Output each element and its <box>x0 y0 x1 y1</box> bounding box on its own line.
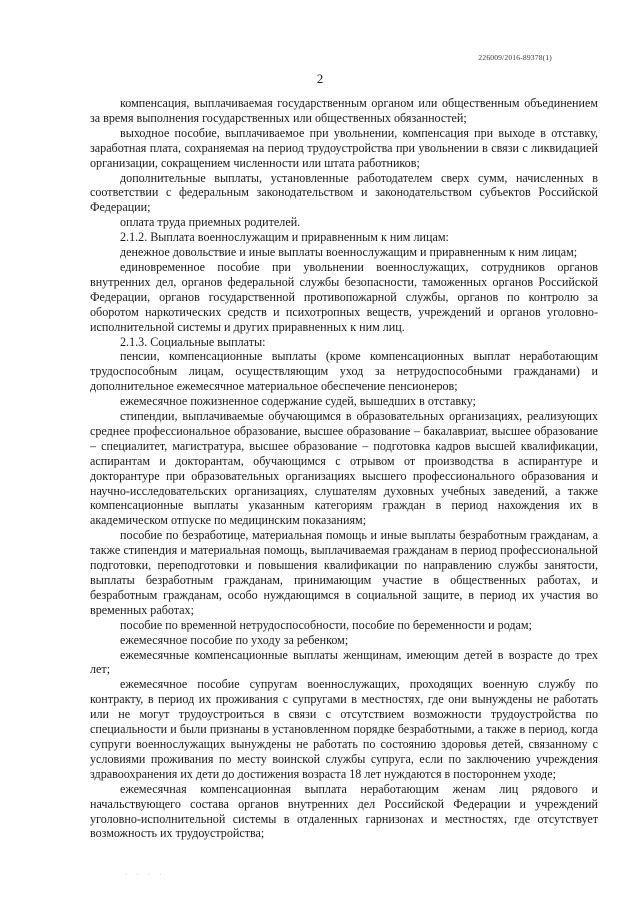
page-number: 2 <box>316 71 324 86</box>
paragraph: пособие по временной нетрудоспособности, пособие по беременности и родам; <box>120 617 532 632</box>
paragraph: компенсация, выплачиваемая государственным органом или общественным объединением за время выполнения государственных или общественных обязанностей; <box>90 96 598 125</box>
paragraph: стипендии, выплачиваемые обучающимся в образовательных организациях, реализующих среднее профессиональное образование, высшее образование – бакалавриат, высшее образование – специалитет, магистратура, высшее образование – подготовка кадров высшей квалификации, аспирантам и докторантам, обучающимся с отрывом от производства в аспирантуре и докторантуре при образовательных организациях высшего профессионального образования и научно-исследовательских организациях, слушателям духовных учебных заведений, а также компенсационные выплаты указанным категориям граждан в период нахождения их в академическом отпуске по медицинским показаниям; <box>90 409 598 528</box>
scan-artifact: · · · · <box>125 872 166 878</box>
paragraph: ежемесячное пожизненное содержание судей, вышедших в отставку; <box>120 394 476 409</box>
paragraph: дополнительные выплаты, установленные работодателем сверх сумм, начисленных в соответствии с федеральным законодательством и законодательством субъектов Российской Федерации; <box>90 170 598 215</box>
paragraph: пенсии, компенсационные выплаты (кроме компенсационных выплат неработающим трудоспособным лицам, осуществляющим уход за нетрудоспособными гражданами) и дополнительное ежемесячное материальное обеспечение пенсионеров; <box>90 349 598 394</box>
paragraph: пособие по безработице, материальная помощь и иные выплаты безработным гражданам, а также стипендия и материальная помощь, выплачиваемая гражданам в период профессиональной подготовки, переподготовки и повышения квалификации по направлению службы занятости, выплаты безработным гражданам, принимающим участие в общественных работах, и безработным гражданам, особо нуждающимся в социальной защите, в период их участия во временных работах; <box>90 528 598 617</box>
section-heading: 2.1.2. Выплата военнослужащим и приравненным к ним лицам: <box>120 230 449 245</box>
paragraph: ежемесячные компенсационные выплаты женщинам, имеющим детей в возрасте до трех лет; <box>90 647 598 677</box>
document-id: 226009/2016-89378(1) <box>478 53 552 62</box>
paragraph: ежемесячная компенсационная выплата неработающим женам лиц рядового и начальствующего состава органов внутренних дел Российской Федерации и учреждений уголовно-исполнительной системы в отдаленных гарнизонах и местностях, где отсутствует возможность их трудоустройства; <box>90 781 598 841</box>
paragraph: единовременное пособие при увольнении военнослужащих, сотрудников органов внутренних дел, органов федеральной службы безопасности, таможенных органов Российской Федерации, органов государственной противопожарной службы, органов по контролю за оборотом наркотических средств и психотропных веществ, учреждений и органов уголовно-исполнительной системы и других приравненных к ним лиц. <box>90 259 598 334</box>
paragraph: ежемесячное пособие по уходу за ребенком; <box>120 632 349 647</box>
section-heading: 2.1.3. Социальные выплаты: <box>120 334 266 349</box>
paragraph: денежное довольствие и иные выплаты военнослужащим и приравненным к ним лицам; <box>120 245 578 260</box>
paragraph: выходное пособие, выплачиваемое при увольнении, компенсация при выходе в отставку, заработная плата, сохраняемая на период трудоустройства при увольнении в связи с ликвидацией организации, сокращением численности или штата работников; <box>90 125 598 170</box>
paragraph: оплата труда приемных родителей. <box>120 215 301 230</box>
paragraph: ежемесячное пособие супругам военнослужащих, проходящих военную службу по контракту, в период их проживания с супругами в местностях, где они вынуждены не работать или не могут трудоустроиться в связи с отсутствием возможности трудоустройства по специальности и были признаны в установленном порядке безработными, а также в период, когда супруги военнослужащих вынуждены не работать по состоянию здоровья детей, связанному с условиями проживания по месту воинской службы супруга, если по заключению учреждения здравоохранения их дети до достижения возраста 18 лет нуждаются в постороннем уходе; <box>90 677 598 781</box>
document-body <box>90 96 598 841</box>
